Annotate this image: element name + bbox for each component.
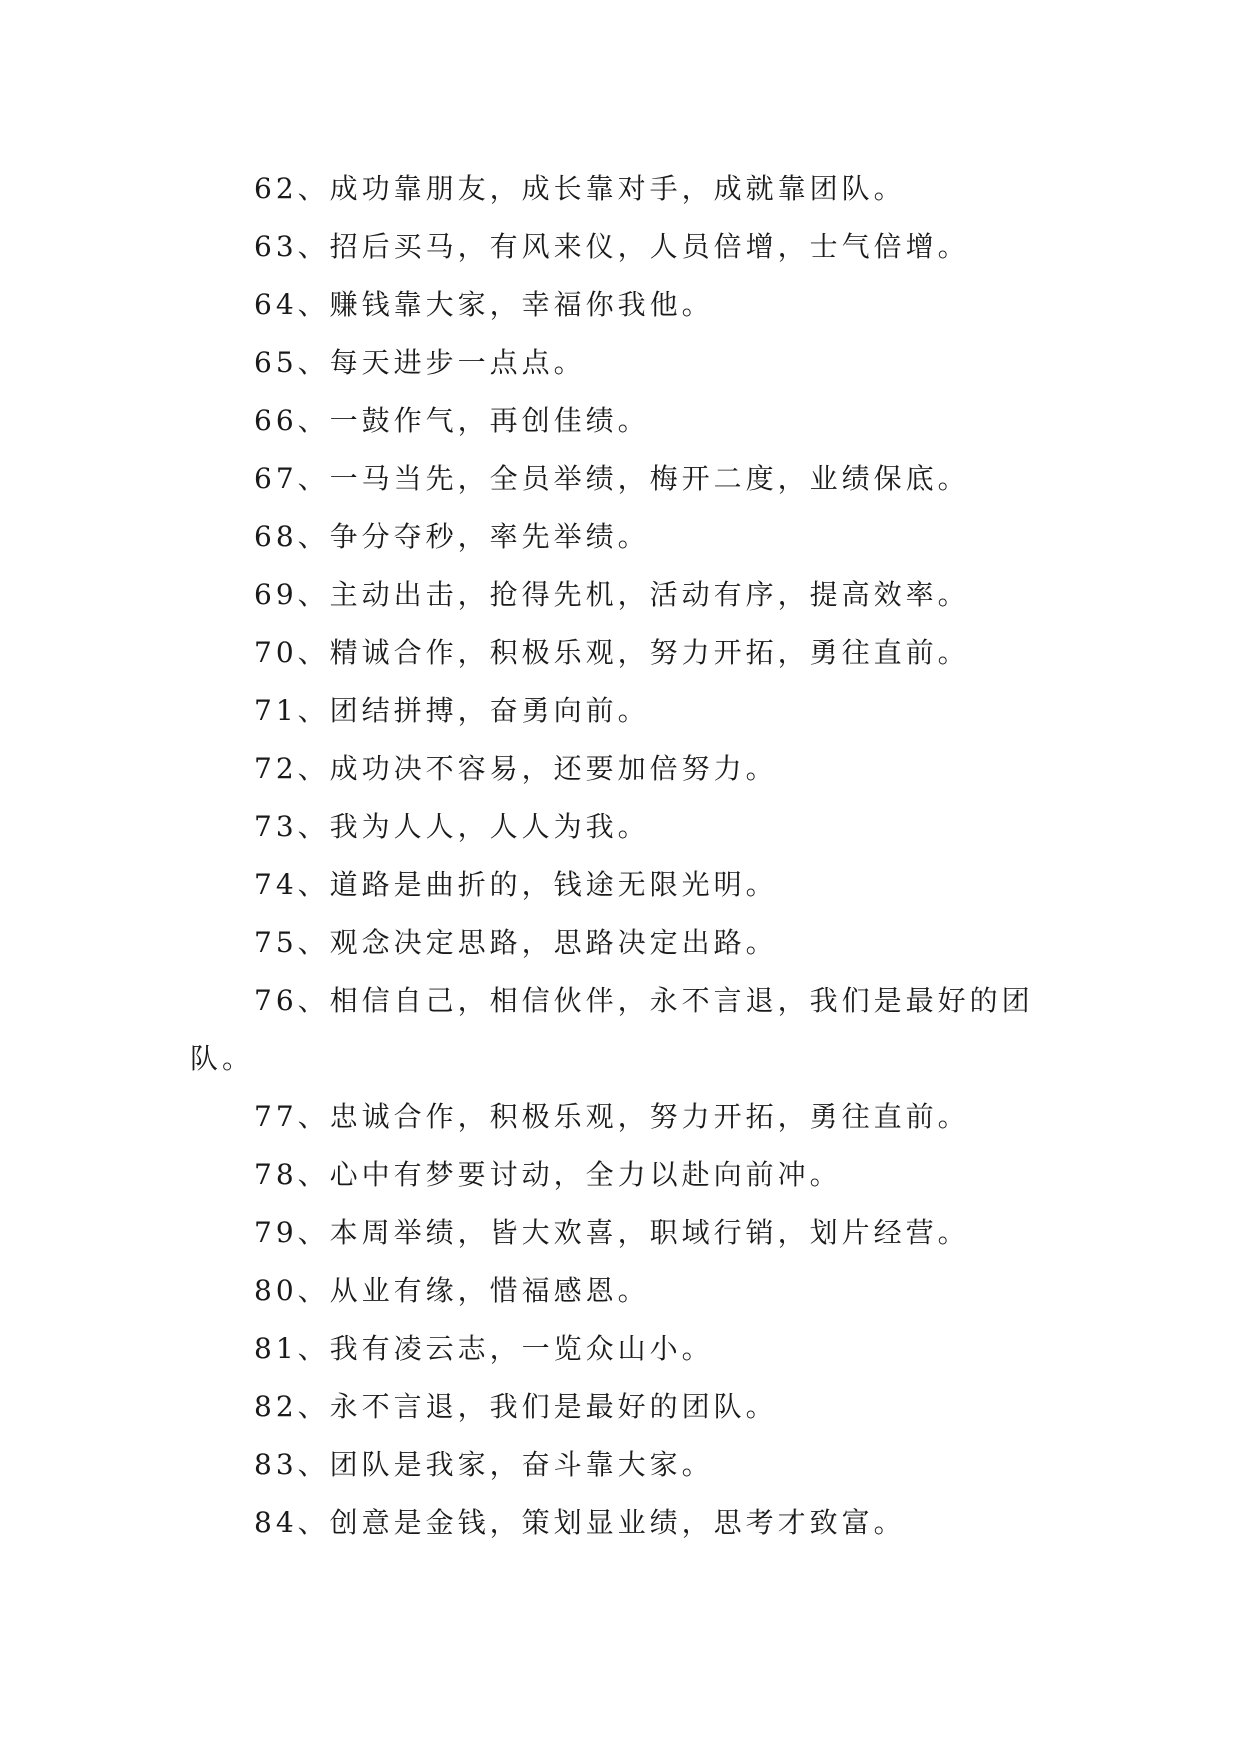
slogan-item: 69、主动出击，抢得先机，活动有序，提高效率。 [254,578,970,611]
slogan-item: 72、成功决不容易，还要加倍努力。 [254,752,778,785]
slogan-item: 77、忠诚合作，积极乐观，努力开拓，勇往直前。 [254,1100,970,1133]
slogan-item: 66、一鼓作气，再创佳绩。 [254,404,650,437]
slogan-item: 64、赚钱靠大家，幸福你我他。 [254,288,714,321]
slogan-item: 76、相信自己，相信伙伴，永不言退，我们是最好的团队。 [190,984,1034,1075]
slogan-list [190,160,1050,1552]
slogan-item: 67、一马当先，全员举绩，梅开二度，业绩保底。 [254,462,970,495]
slogan-item: 73、我为人人，人人为我。 [254,810,650,843]
slogan-item: 81、我有凌云志，一览众山小。 [254,1332,714,1365]
slogan-item: 68、争分夺秒，率先举绩。 [254,520,650,553]
slogan-item: 78、心中有梦要讨动，全力以赴向前冲。 [254,1158,842,1191]
slogan-item: 63、招后买马，有风来仪，人员倍增，士气倍增。 [254,230,970,263]
slogan-item: 82、永不言退，我们是最好的团队。 [254,1390,778,1423]
slogan-item: 84、创意是金钱，策划显业绩，思考才致富。 [254,1506,906,1539]
slogan-item: 75、观念决定思路，思路决定出路。 [254,926,778,959]
slogan-item: 71、团结拼搏，奋勇向前。 [254,694,650,727]
slogan-item: 79、本周举绩，皆大欢喜，职域行销，划片经营。 [254,1216,970,1249]
slogan-item: 74、道路是曲折的，钱途无限光明。 [254,868,778,901]
slogan-item: 80、从业有缘，惜福感恩。 [254,1274,650,1307]
slogan-item: 83、团队是我家，奋斗靠大家。 [254,1448,714,1481]
slogan-item: 62、成功靠朋友，成长靠对手，成就靠团队。 [254,172,906,205]
slogan-item: 65、每天进步一点点。 [254,346,586,379]
slogan-item: 70、精诚合作，积极乐观，努力开拓，勇往直前。 [254,636,970,669]
